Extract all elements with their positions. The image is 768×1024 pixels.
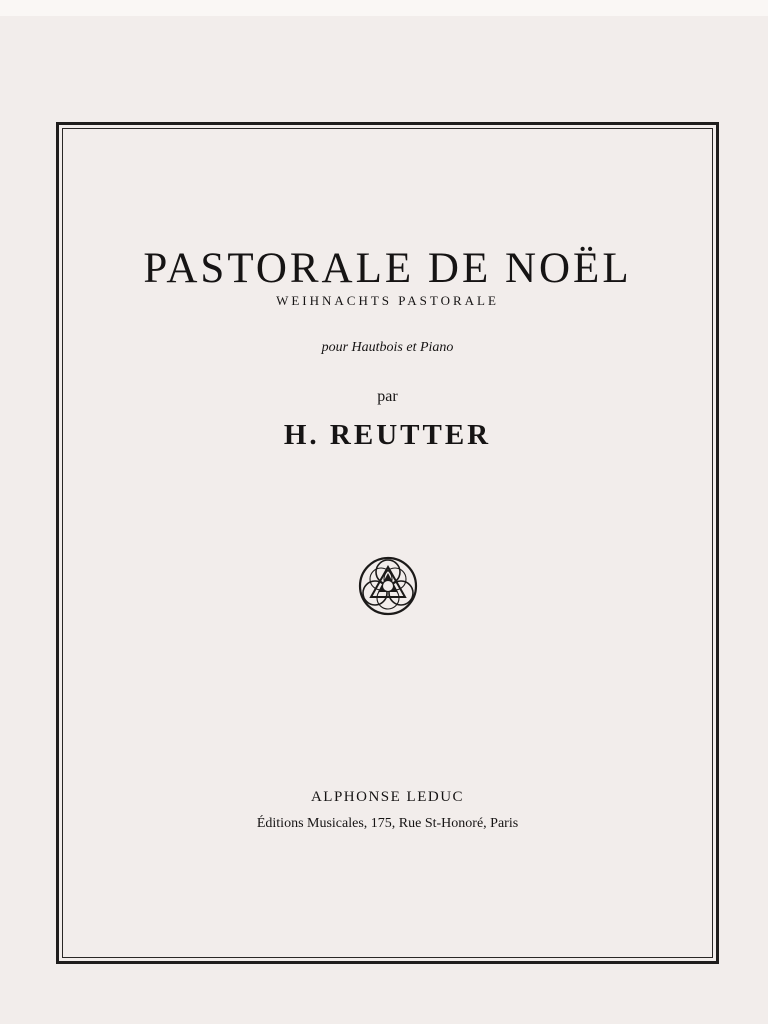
by-line: par — [377, 388, 398, 405]
work-subtitle: WEIHNACHTS PASTORALE — [276, 293, 499, 308]
publisher-name: ALPHONSE LEDUC — [310, 789, 465, 805]
publisher-address: Éditions Musicales, 175, Rue St-Honoré, Paris — [256, 816, 519, 831]
work-title: PASTORALE DE NOËL — [143, 245, 632, 292]
page-top-edge — [0, 0, 768, 16]
instrumentation: pour Hautbois et Piano — [321, 340, 454, 355]
publisher-emblem-icon — [357, 555, 419, 617]
composer-name: H. REUTTER — [283, 419, 492, 451]
